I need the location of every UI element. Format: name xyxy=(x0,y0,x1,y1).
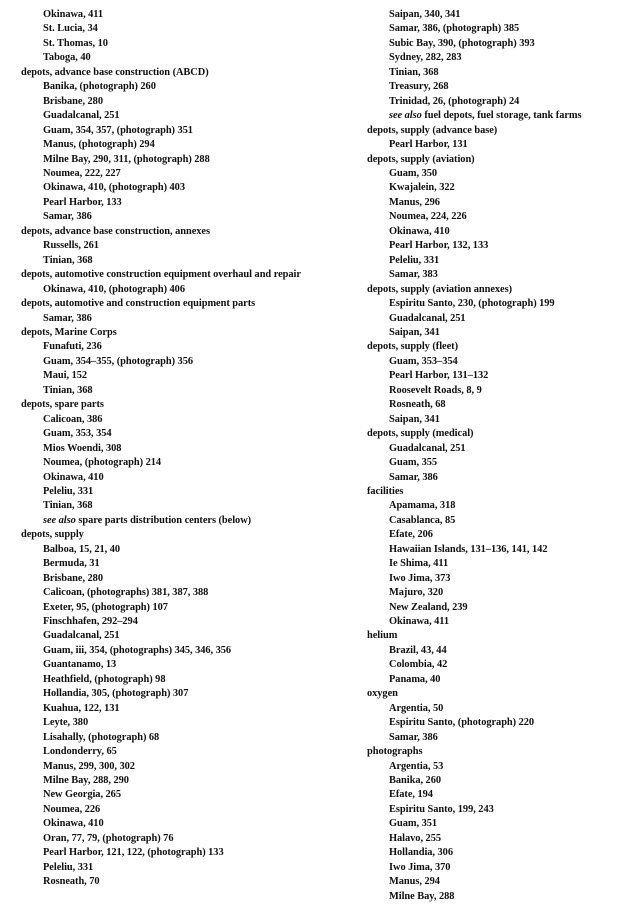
index-subentry: Okinawa, 411 xyxy=(43,9,104,20)
index-subentry: Okinawa, 410 xyxy=(43,471,104,483)
index-subentry: Pearl Harbor, 121, 122, (photograph) 133 xyxy=(43,847,224,859)
index-heading: depots, automotive construction equipment overhaul and repair xyxy=(21,269,301,281)
index-heading: depots, supply (medical) xyxy=(367,428,474,440)
index-subentry: New Georgia, 265 xyxy=(43,789,121,801)
index-subentry: Funafuti, 236 xyxy=(43,341,102,353)
index-subentry: Maui, 152 xyxy=(43,370,87,382)
index-subentry: Argentia, 53 xyxy=(389,760,444,772)
see-also-label: see also xyxy=(389,110,422,122)
index-subentry: Apamama, 318 xyxy=(389,500,456,512)
index-subentry: Pearl Harbor, 131 xyxy=(389,139,468,151)
index-subentry: Peleliu, 331 xyxy=(389,254,440,266)
index-subentry: Halavo, 255 xyxy=(389,832,441,844)
index-heading: oxygen xyxy=(367,688,398,700)
index-subentry: Noumea, 224, 226 xyxy=(389,211,467,223)
index-subentry: Tinian, 368 xyxy=(43,500,93,512)
index-subentry: Manus, (photograph) 294 xyxy=(43,139,155,151)
index-heading: depots, automotive and construction equipment parts xyxy=(21,298,256,310)
index-subentry: Guadalcanal, 251 xyxy=(389,312,466,324)
index-subentry: Guam, 353, 354 xyxy=(43,428,112,440)
index-subentry: Argentia, 50 xyxy=(389,702,444,714)
index-subentry: Londonderry, 65 xyxy=(43,746,117,758)
index-heading: facilities xyxy=(367,485,404,497)
index-subentry: Brazil, 43, 44 xyxy=(389,644,447,656)
index-subentry: Manus, 294 xyxy=(389,876,440,888)
index-subentry: Espiritu Santo, 199, 243 xyxy=(389,803,494,815)
index-subentry: Saipan, 341 xyxy=(389,326,440,338)
index-subentry: Samar, 386 xyxy=(389,471,438,483)
index-subentry: Noumea, (photograph) 214 xyxy=(43,457,162,469)
index-subentry: Manus, 296 xyxy=(389,196,440,208)
index-heading: depots, supply (fleet) xyxy=(367,341,458,353)
index-subentry: Guantanamo, 13 xyxy=(43,659,117,671)
index-heading: depots, supply (aviation annexes) xyxy=(367,283,513,295)
index-subentry: Samar, 383 xyxy=(389,269,438,281)
index-subentry: Guam, iii, 354, (photographs) 345, 346, 356 xyxy=(43,644,232,656)
index-subentry: Subic Bay, 390, (photograph) 393 xyxy=(389,37,535,49)
index-subentry: New Zealand, 239 xyxy=(389,601,468,613)
index-subentry: Casablanca, 85 xyxy=(389,514,456,526)
index-subentry: Iwo Jima, 370 xyxy=(389,861,451,873)
index-subentry: Roosevelt Roads, 8, 9 xyxy=(389,384,482,396)
index-subentry: Treasury, 268 xyxy=(389,81,449,93)
see-also-reference xyxy=(367,109,637,123)
index-subentry: St. Lucia, 34 xyxy=(43,23,98,35)
index-heading: depots, advance base construction, annexes xyxy=(21,225,210,237)
index-subentry: Milne Bay, 288 xyxy=(389,890,455,902)
index-subentry: Peleliu, 331 xyxy=(43,861,94,873)
index-subentry: Rosneath, 68 xyxy=(389,399,446,411)
index-heading: depots, supply (advance base) xyxy=(367,124,498,136)
index-subentry: Okinawa, 410 xyxy=(389,225,450,237)
index-subentry: Hawaiian Islands, 131–136, 141, 142 xyxy=(389,543,548,555)
index-subentry: Oran, 77, 79, (photograph) 76 xyxy=(43,832,174,844)
index-subentry: Noumea, 222, 227 xyxy=(43,167,121,179)
index-subentry: Guam, 354–355, (photograph) 356 xyxy=(43,355,193,367)
index-subentry: Banika, (photograph) 260 xyxy=(43,81,156,93)
index-subentry: Banika, 260 xyxy=(389,775,441,787)
index-subentry: Pearl Harbor, 133 xyxy=(43,196,122,208)
index-subentry: Samar, 386, (photograph) 385 xyxy=(389,23,520,35)
index-subentry: Manus, 299, 300, 302 xyxy=(43,760,135,772)
index-subentry: Saipan, 340, 341 xyxy=(389,9,461,20)
index-subentry: Iwo Jima, 373 xyxy=(389,572,451,584)
index-subentry: Brisbane, 280 xyxy=(43,572,103,584)
index-heading: depots, supply (aviation) xyxy=(367,153,475,165)
index-subentry: Brisbane, 280 xyxy=(43,95,103,107)
index-subentry: Guam, 354, 357, (photograph) 351 xyxy=(43,124,193,136)
index-subentry: Guadalcanal, 251 xyxy=(389,442,466,454)
index-subentry: Kwajalein, 322 xyxy=(389,182,455,194)
index-subentry: Kuahua, 122, 131 xyxy=(43,702,120,714)
index-subentry: Espiritu Santo, 230, (photograph) 199 xyxy=(389,298,555,310)
index-subentry: Pearl Harbor, 131–132 xyxy=(389,370,489,382)
index-subentry: Noumea, 226 xyxy=(43,803,101,815)
index-subentry: Exeter, 95, (photograph) 107 xyxy=(43,601,168,613)
index-heading: depots, Marine Corps xyxy=(21,326,117,338)
see-also-label: see also xyxy=(43,514,76,526)
index-subentry: Bermuda, 31 xyxy=(43,558,100,570)
index-subentry: Tinian, 368 xyxy=(389,66,439,78)
index-heading: depots, spare parts xyxy=(21,399,104,411)
index-subentry: Guam, 351 xyxy=(389,818,438,830)
index-subentry: Heathfield, (photograph) 98 xyxy=(43,673,166,685)
index-subentry: Tinian, 368 xyxy=(43,384,93,396)
index-subentry: Tinian, 368 xyxy=(43,254,93,266)
index-subentry: Sydney, 282, 283 xyxy=(389,52,462,64)
index-subentry: Okinawa, 411 xyxy=(389,616,450,628)
see-also-target: spare parts distribution centers (below) xyxy=(75,514,252,526)
index-column-right xyxy=(367,8,637,904)
index-subentry: Leyte, 380 xyxy=(43,717,89,729)
index-column-left xyxy=(21,8,351,890)
see-also-reference xyxy=(21,514,351,528)
index-subentry: Calicoan, (photographs) 381, 387, 388 xyxy=(43,587,209,599)
index-subentry: Okinawa, 410, (photograph) 403 xyxy=(43,182,185,194)
index-subentry: Milne Bay, 288, 290 xyxy=(43,775,129,787)
index-subentry: Colombia, 42 xyxy=(389,659,448,671)
index-subentry: Hollandia, 306 xyxy=(389,847,453,859)
index-heading: helium xyxy=(367,630,398,642)
index-subentry: Calicoan, 386 xyxy=(43,413,103,425)
index-subentry: Okinawa, 410, (photograph) 406 xyxy=(43,283,185,295)
index-subentry: Peleliu, 331 xyxy=(43,485,94,497)
see-also-target: fuel depots, fuel storage, tank farms xyxy=(421,110,582,122)
index-subentry: Pearl Harbor, 132, 133 xyxy=(389,240,489,252)
index-subentry: Milne Bay, 290, 311, (photograph) 288 xyxy=(43,153,210,165)
index-subentry: Samar, 386 xyxy=(43,312,92,324)
index-subentry: Saipan, 341 xyxy=(389,413,440,425)
index-subentry: Okinawa, 410 xyxy=(43,818,104,830)
index-subentry: Balboa, 15, 21, 40 xyxy=(43,543,121,555)
index-subentry: Trinidad, 26, (photograph) 24 xyxy=(389,95,520,107)
index-heading: photographs xyxy=(367,746,423,758)
index-subentry: Guadalcanal, 251 xyxy=(43,630,120,642)
index-subentry: Guam, 353–354 xyxy=(389,355,458,367)
index-subentry: Guam, 350 xyxy=(389,167,438,179)
index-subentry: Efate, 194 xyxy=(389,789,433,801)
index-subentry: Ie Shima, 411 xyxy=(389,558,449,570)
index-subentry: Samar, 386 xyxy=(389,731,438,743)
index-subentry: Panama, 40 xyxy=(389,673,441,685)
index-subentry: Efate, 206 xyxy=(389,529,433,541)
index-subentry: Samar, 386 xyxy=(43,211,92,223)
index-subentry: Mios Woendi, 308 xyxy=(43,442,122,454)
index-subentry: Espiritu Santo, (photograph) 220 xyxy=(389,717,535,729)
index-subentry: Taboga, 40 xyxy=(43,52,91,64)
index-subentry: Guam, 355 xyxy=(389,457,438,469)
index-subentry: Russells, 261 xyxy=(43,240,99,252)
index-heading: depots, advance base construction (ABCD) xyxy=(21,66,209,78)
index-subentry: Rosneath, 70 xyxy=(43,876,100,888)
index-subentry: Majuro, 320 xyxy=(389,587,444,599)
index-subentry: St. Thomas, 10 xyxy=(43,37,108,49)
index-heading: depots, supply xyxy=(21,529,84,541)
index-subentry: Finschhafen, 292–294 xyxy=(43,616,138,628)
index-subentry: Lisahally, (photograph) 68 xyxy=(43,731,160,743)
index-subentry: Hollandia, 305, (photograph) 307 xyxy=(43,688,189,700)
index-subentry: Guadalcanal, 251 xyxy=(43,110,120,122)
